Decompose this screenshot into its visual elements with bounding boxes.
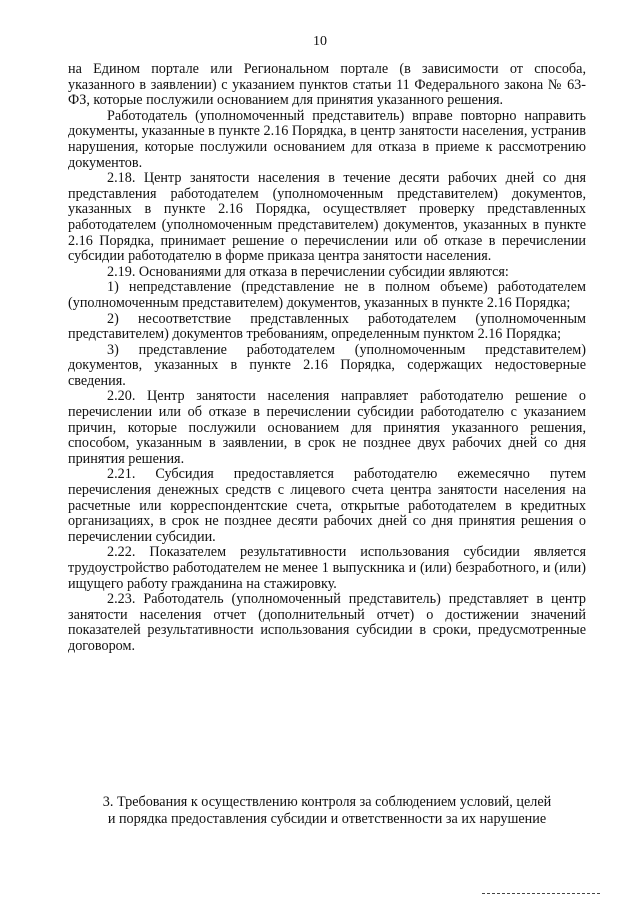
document-body xyxy=(68,62,586,655)
page-number: 10 xyxy=(313,34,327,49)
list-item-1: 1) непредставление (представление не в полном объеме) работодателем (уполномоченным представителем) документов, указанных в пункте 2.16 Порядка; xyxy=(68,279,586,311)
paragraph-continuation: на Едином портале или Региональном портале (в зависимости от способа, указанного в заявлении) с указанием пунктов статьи 11 Федерального закона № 63-ФЗ, которые послужили основанием для принятия указанного решения. xyxy=(68,61,586,109)
paragraph-resubmission: Работодатель (уполномоченный представитель) вправе повторно направить документы, указанные в пункте 2.16 Порядка, в центр занятости населения, устранив нарушения, которые послужили основанием для отказа в приеме к рассмотрению документов. xyxy=(68,107,586,171)
section-heading-line-1: 3. Требования к осуществлению контроля за соблюдением условий, целей xyxy=(102,794,552,810)
paragraph-2-23: 2.23. Работодатель (уполномоченный представитель) представляет в центр занятости населения отчет (дополнительный отчет) о достижении значений показателей результативности использования субсидии в сроки, предусмотренные договором. xyxy=(68,591,586,654)
list-item-3: 3) представление работодателем (уполномоченным представителем) документов, указанных в пункте 2.16 Порядка, содержащих недостоверные сведения. xyxy=(68,341,586,389)
paragraph-2-21: 2.21. Субсидия предоставляется работодателю ежемесячно путем перечисления денежных средств с лицевого счета центра занятости населения на расчетные или корреспондентские счета, открытые работодателем в кредитных организациях, в срок не позднее десяти рабочих дней со дня принятия решения о перечислении субсидии. xyxy=(68,466,586,545)
paragraph-2-20: 2.20. Центр занятости населения направляет работодателю решение о перечислении или об отказе в перечислении субсидии работодателю с указанием причин, которые послужили основанием для принятия указанного решения, способом, указанным в заявлении, в срок не позднее двух рабочих дней со дня принятия решения. xyxy=(68,388,586,467)
section-heading-line-2: и порядка предоставления субсидии и ответственности за их нарушение xyxy=(107,811,547,827)
list-item-2: 2) несоответствие представленных работодателем (уполномоченным представителем) документов требованиям, определенным пунктом 2.16 Порядка; xyxy=(68,310,586,343)
paragraph-2-22: 2.22. Показателем результативности использования субсидии является трудоустройство работодателем не менее 1 выпускника и (или) безработного, и (или) ищущего работу гражданина на стажировку. xyxy=(68,544,586,592)
section-3-heading xyxy=(68,794,586,828)
footer-rule xyxy=(482,893,600,894)
paragraph-2-19: 2.19. Основаниями для отказа в перечислении субсидии являются: xyxy=(107,263,509,280)
paragraph-2-18: 2.18. Центр занятости населения в течение десяти рабочих дней со дня представления работодателем (уполномоченным представителем) документов, указанных в пункте 2.16 Порядка, осуществляет проверку представленных работодателем (уполномоченным представителем) документов, указанных в пункте 2.16 Порядка, принимает решение о перечислении или об отказе в перечислении субсидии работодателю в форме приказа центра занятости населения. xyxy=(68,170,586,265)
